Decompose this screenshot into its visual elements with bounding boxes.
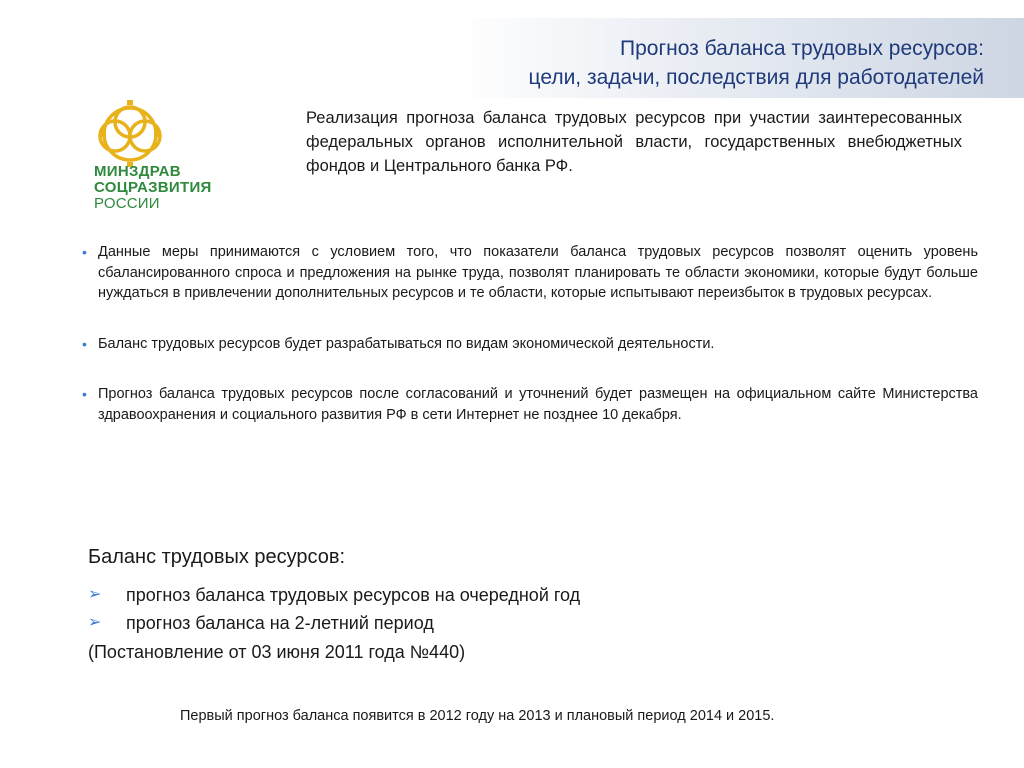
bullet-text: Прогноз баланса трудовых ресурсов после согласований и уточнений будет размещен на официальном сайте Министерства здравоохранения и социального развития РФ в сети Интернет не позднее 10 декабря. [98,386,978,423]
logo-line-3: РОССИИ [94,195,160,212]
page-title-line-1: Прогноз баланса трудовых ресурсов: [620,37,984,60]
arrow-bullet-icon: ➢ [88,586,102,603]
page-title [284,34,984,92]
bullet-text: Баланс трудовых ресурсов будет разрабатываться по видам экономической деятельности. [98,335,715,352]
logo-line-1: МИНЗДРАВ [94,163,181,180]
intro-paragraph: Реализация прогноза баланса трудовых ресурсов при участии заинтересованных федеральных органов исполнительной власти, государственных внебюджетных фондов и Центрального банка РФ. [306,109,962,175]
ministry-logo [80,100,250,210]
decree-reference: (Постановление от 03 июня 2011 года №440) [88,642,466,662]
bullet-dot-icon: • [82,335,87,352]
list-item [80,242,978,304]
balance-item-text: прогноз баланса на 2-летний период [126,613,434,633]
bullet-list [80,242,978,425]
page-title-line-2: цели, задачи, последствия для работодателей [528,66,984,89]
balance-title: Баланс трудовых ресурсов: [88,546,346,568]
logo-line-2: СОЦРАЗВИТИЯ [94,179,212,196]
balance-section [88,543,788,667]
list-item [88,581,788,609]
rings-emblem-icon [80,100,180,168]
list-item [88,609,788,637]
footnote: Первый прогноз баланса появится в 2012 году на 2013 и плановый период 2014 и 2015. [180,708,775,724]
bullet-dot-icon: • [82,244,87,260]
bullet-dot-icon: • [82,386,87,402]
balance-item-text: прогноз баланса трудовых ресурсов на очередной год [126,585,581,605]
bullet-text: Данные меры принимаются с условием того, что показатели баланса трудовых ресурсов позволят оценить уровень сбалансированного спроса и предложения на рынке труда, позволят планировать те области экономики, которые будут больше нуждаться в привлечении дополнительных ресурсов и те области, которые испытывают переизбыток в трудовых ресурсах. [98,244,978,301]
logo-text [94,164,264,212]
arrow-bullet-icon: ➢ [88,614,102,631]
list-item [80,334,978,355]
list-item [80,384,978,425]
